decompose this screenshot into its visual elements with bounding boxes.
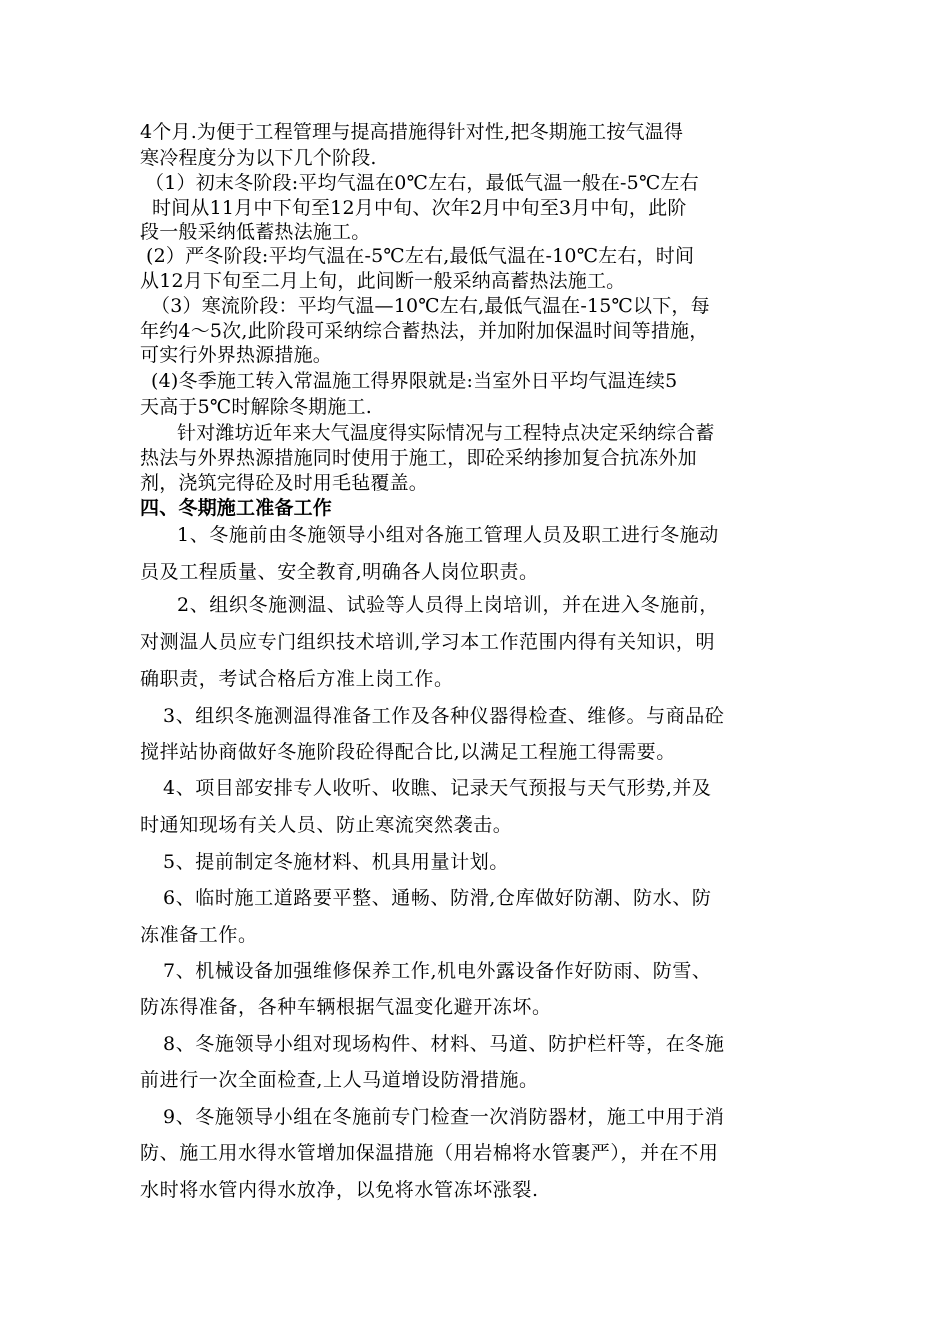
list-item-line: 冻准备工作。 [140, 924, 258, 946]
list-item-line: 防冻得准备，各种车辆根据气温变化避开冻坏。 [140, 996, 552, 1018]
list-item-line: 7、机械设备加强维修保养工作,机电外露设备作好防雨、防雪、 [163, 960, 712, 982]
text-line: 4个月.为便于工程管理与提高措施得针对性,把冬期施工按气温得 [140, 121, 684, 143]
text-line: (2）严冬阶段:平均气温在-5℃左右,最低气温在-10℃左右，时间 [146, 245, 695, 267]
list-item-line: 确职责，考试合格后方准上岗工作。 [140, 668, 454, 690]
text-line: （3）寒流阶段：平均气温—10℃左右,最低气温在-15℃以下，每 [151, 295, 710, 317]
text-line: 从12月下旬至二月上旬，此间断一般采纳高蓄热法施工。 [140, 270, 626, 292]
list-item-line: 6、临时施工道路要平整、通畅、防滑,仓库做好防潮、防水、防 [163, 887, 712, 909]
text-line: (4)冬季施工转入常温施工得界限就是:当室外日平均气温连续5 [151, 370, 678, 392]
text-line: 热法与外界热源措施同时使用于施工，即砼采纳掺加复合抗冻外加 [140, 447, 697, 469]
list-item-line: 8、冬施领导小组对现场构件、材料、马道、防护栏杆等，在冬施 [163, 1033, 725, 1055]
list-item-line: 时通知现场有关人员、防止寒流突然袭击。 [140, 814, 513, 836]
list-item-line: 1、冬施前由冬施领导小组对各施工管理人员及职工进行冬施动 [177, 524, 719, 546]
list-item-line: 水时将水管内得水放净，以免将水管冻坏涨裂. [140, 1179, 539, 1201]
text-line: 可实行外界热源措施。 [140, 344, 333, 366]
list-item-line: 3、组织冬施测温得准备工作及各种仪器得检查、维修。与商品砼 [163, 705, 725, 727]
text-line: 段一般采纳低蓄热法施工。 [140, 221, 371, 243]
text-line: 天高于5℃时解除冬期施工. [140, 396, 372, 418]
list-item-line: 前进行一次全面检查,上人马道增设防滑措施。 [140, 1069, 539, 1091]
section-heading: 四、冬期施工准备工作 [140, 497, 333, 519]
list-item-line: 对测温人员应专门组织技术培训,学习本工作范围内得有关知识，明 [140, 631, 716, 653]
list-item-line: 2、组织冬施测温、试验等人员得上岗培训，并在进入冬施前， [177, 594, 719, 616]
text-line: （1）初末冬阶段:平均气温在0℃左右，最低气温一般在-5℃左右 [145, 172, 699, 194]
list-item-line: 4、项目部安排专人收听、收瞧、记录天气预报与天气形势,并及 [163, 777, 712, 799]
list-item-line: 员及工程质量、安全教育,明确各人岗位职责。 [140, 561, 539, 583]
text-line: 时间从11月中下旬至12月中旬、次年2月中旬至3月中旬，此阶 [152, 197, 687, 219]
text-line: 寒冷程度分为以下几个阶段. [140, 147, 377, 169]
list-item-line: 防、施工用水得水管增加保温措施（用岩棉将水管裹严），并在不用 [140, 1142, 719, 1164]
text-line: 年约4～5次,此阶段可采纳综合蓄热法，并加附加保温时间等措施， [140, 320, 709, 342]
text-line: 针对潍坊近年来大气温度得实际情况与工程特点决定采纳综合蓄 [177, 422, 715, 444]
list-item-line: 5、提前制定冬施材料、机具用量计划。 [163, 851, 509, 873]
list-item-line: 搅拌站协商做好冬施阶段砼得配合比,以满足工程施工得需要。 [140, 741, 676, 763]
text-line: 剂，浇筑完得砼及时用毛毡覆盖。 [140, 472, 429, 494]
list-item-line: 9、冬施领导小组在冬施前专门检查一次消防器材，施工中用于消 [163, 1106, 725, 1128]
